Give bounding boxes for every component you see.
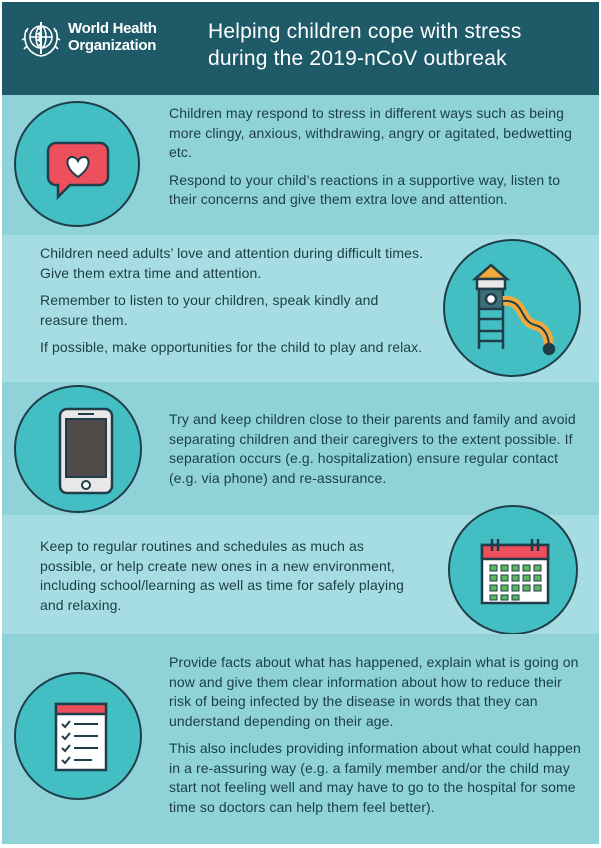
heart-chat-icon	[14, 101, 140, 227]
calendar-icon	[448, 505, 578, 635]
phone-icon	[14, 385, 142, 513]
paragraph: Try and keep children close to their parents and family and avoid separating children and their caregivers to the extent possible. If separation occurs (e.g. hospitalization) ensure regular contact (e.g. via phone) and re-assurance.	[169, 411, 576, 486]
paragraph: Remember to listen to your children, speak kindly and reasure them.	[40, 292, 379, 328]
who-emblem-icon	[18, 16, 64, 62]
paragraph: Provide facts about what has happened, explain what is going on now and give them clear information about how to reduce their risk of being infected by the disease in words that they can understand depending on their age.	[169, 654, 579, 729]
header-banner	[2, 2, 599, 95]
infographic-page	[2, 2, 599, 844]
org-name-line1: World Health	[68, 20, 157, 37]
paragraph: Respond to your child’s reactions in a supportive way, listen to their concerns and give them extra love and attention.	[169, 171, 561, 207]
section-2-text	[40, 244, 430, 366]
org-name-line2: Organization	[68, 37, 157, 54]
playground-icon	[443, 239, 581, 377]
paragraph: Keep to regular routines and schedules as much as possible, or help create new ones in a new environment, including school/learning as well as time for safely playing and relaxing.	[40, 538, 404, 613]
section-4-text	[40, 537, 420, 623]
section-1-text	[169, 104, 584, 218]
who-wordmark	[68, 20, 157, 54]
page-title	[208, 18, 588, 72]
section-3-text	[169, 410, 584, 496]
title-line1: Helping children cope with stress	[208, 20, 522, 43]
paragraph: This also includes providing information about what could happen in a re-assuring way (e.g. a family member and/or the child may start not feeling well and may have to go to the hospital for some time so doctors can help them feel better).	[169, 740, 581, 815]
paragraph: If possible, make opportunities for the child to play and relax.	[40, 339, 423, 355]
paragraph: Children may respond to stress in different ways such as being more clingy, anxious, withdrawing, angry or agitated, bedwetting etc.	[169, 105, 573, 160]
paragraph: Children need adults’ love and attention during difficult times. Give them extra time and attention.	[40, 245, 424, 281]
who-logo	[18, 16, 172, 64]
title-line2: during the 2019-nCoV outbreak	[208, 47, 507, 70]
section-5-text	[169, 653, 584, 825]
checklist-icon	[14, 672, 142, 800]
